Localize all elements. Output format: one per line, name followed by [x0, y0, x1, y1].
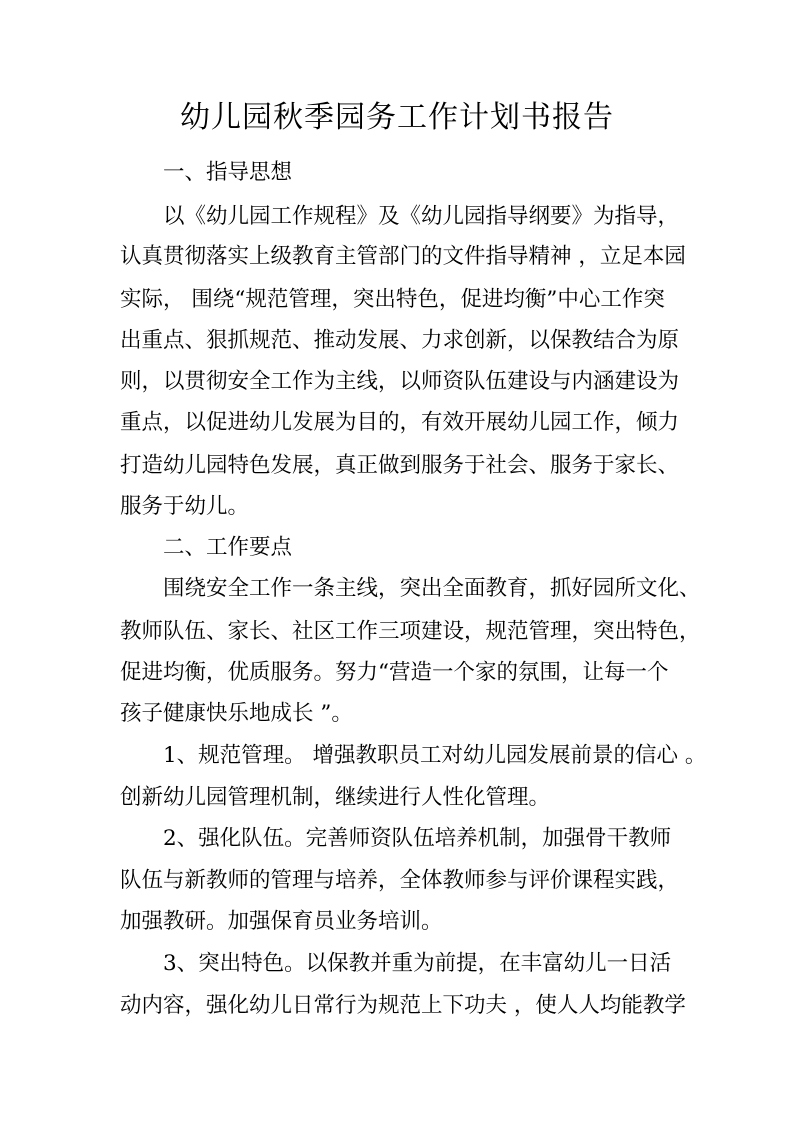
paragraph-line: 实际， 围绕“规范管理，突出特色，促进均衡”中心工作突 — [120, 287, 665, 312]
document-title: 幼儿园秋季园务工作计划书报告 — [180, 100, 614, 135]
paragraph-line: 1、规范管理。 增强教职员工对幼儿园发展前景的信心 。 — [163, 743, 707, 768]
paragraph-line: 认真贯彻落实上级教育主管部门的文件指导精神 ，立足本园 — [120, 244, 686, 269]
paragraph-line: 2、强化队伍。完善师资队伍培养机制，加强骨干教师 — [163, 826, 672, 851]
paragraph-line: 孩子健康快乐地成长 ”。 — [120, 701, 353, 726]
section-heading-guiding-ideology: 一、指导思想 — [163, 160, 293, 185]
paragraph-line: 以《幼儿园工作规程》及《幼儿园指导纲要》为指导， — [163, 204, 680, 229]
paragraph-line: 服务于幼儿。 — [120, 494, 250, 519]
paragraph-line: 教师队伍、家长、社区工作三项建设，规范管理，突出特色， — [120, 619, 701, 644]
paragraph-line: 加强教研。加强保育员业务培训。 — [120, 909, 443, 934]
paragraph-line: 队伍与新教师的管理与培养，全体教师参与评价课程实践， — [120, 868, 680, 893]
paragraph-line: 打造幼儿园特色发展，真正做到服务于社会、服务于家长、 — [120, 453, 680, 478]
paragraph-line: 创新幼儿园管理机制，继续进行人性化管理。 — [120, 785, 551, 810]
paragraph-line: 重点，以促进幼儿发展为目的，有效开展幼儿园工作，倾力 — [120, 410, 680, 435]
section-heading-work-points: 二、工作要点 — [163, 535, 293, 560]
paragraph-line: 3、突出特色。以保教并重为前提，在丰富幼儿一日活 — [163, 951, 672, 976]
paragraph-line: 围绕安全工作一条主线，突出全面教育，抓好园所文化、 — [163, 576, 701, 601]
paragraph-line: 动内容，强化幼儿日常行为规范上下功夫 ，使人人均能教学 — [120, 993, 686, 1018]
paragraph-line: 促进均衡，优质服务。努力“营造一个家的氛围，让每一个 — [120, 660, 669, 685]
paragraph-line: 则，以贯彻安全工作为主线，以师资队伍建设与内涵建设为 — [120, 369, 680, 394]
paragraph-line: 出重点、狠抓规范、推动发展、力求创新，以保教结合为原 — [120, 328, 680, 353]
